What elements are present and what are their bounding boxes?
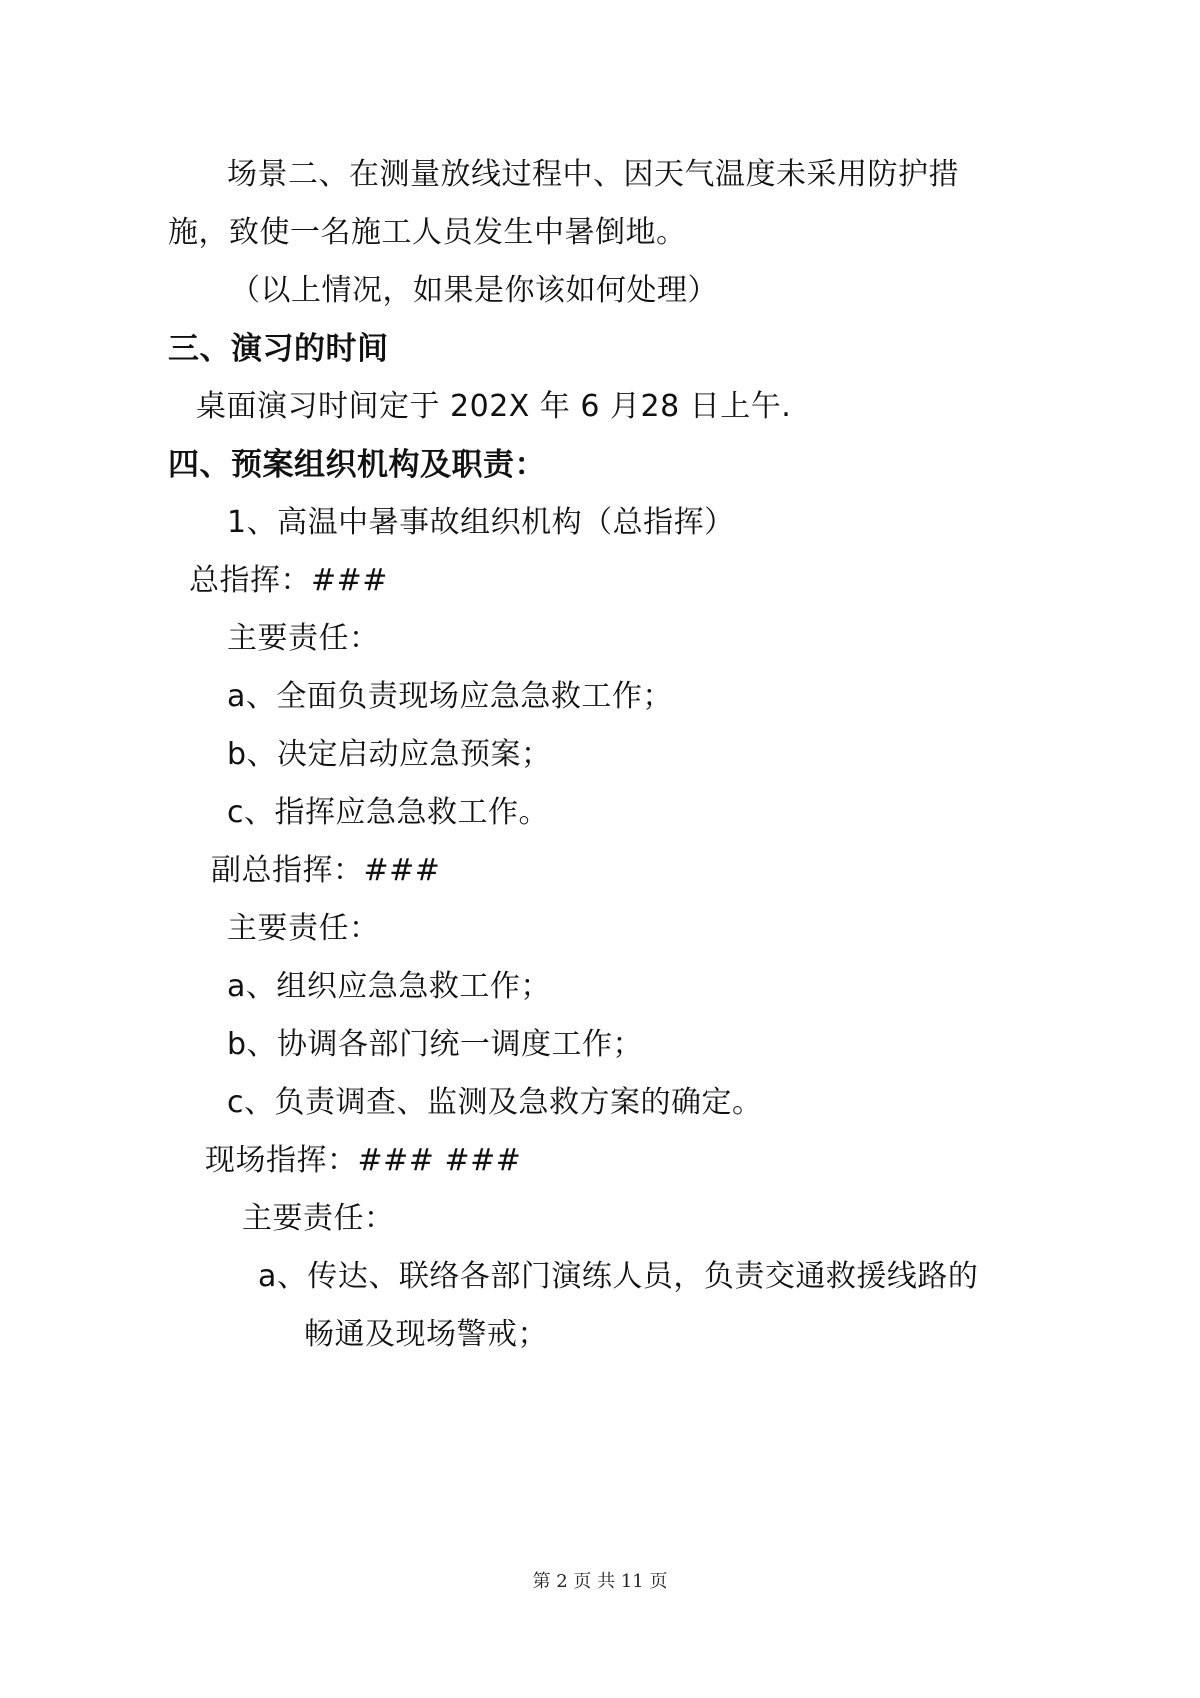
list-item: a、传达、联络各部门演练人员，负责交通救援线路的 <box>258 1259 979 1294</box>
list-item: a、全面负责现场应急急救工作； <box>227 679 673 714</box>
responsibility-heading: 主要责任： <box>242 1201 395 1236</box>
paragraph-line: 施，致使一名施工人员发生中暑倒地。 <box>168 215 687 250</box>
list-item: b、协调各部门统一调度工作； <box>227 1027 644 1062</box>
responsibility-heading: 主要责任： <box>227 911 380 946</box>
list-item: c、指挥应急急救工作。 <box>227 795 549 830</box>
paragraph-line: （以上情况，如果是你该如何处理） <box>230 273 718 308</box>
list-item: b、决定启动应急预案； <box>227 737 552 772</box>
section-heading: 三、演习的时间 <box>168 331 389 367</box>
page-number-footer: 第 2 页 共 11 页 <box>532 1571 668 1592</box>
role-line: 现场指挥：### ### <box>205 1143 522 1178</box>
paragraph-line: 1、高温中暑事故组织机构（总指挥） <box>227 505 735 540</box>
role-line: 副总指挥：### <box>211 853 441 888</box>
section-heading: 四、预案组织机构及职责： <box>168 447 546 483</box>
paragraph-line: 桌面演习时间定于 202X 年 6 月28 日上午. <box>196 389 792 424</box>
list-item-continuation: 畅通及现场警戒； <box>304 1317 548 1352</box>
responsibility-heading: 主要责任： <box>227 621 380 656</box>
list-item: c、负责调查、监测及急救方案的确定。 <box>227 1085 763 1120</box>
paragraph-line: 场景二、在测量放线过程中、因天气温度未采用防护措 <box>227 157 959 192</box>
role-line: 总指挥：### <box>189 563 388 598</box>
list-item: a、组织应急急救工作； <box>227 969 551 1004</box>
